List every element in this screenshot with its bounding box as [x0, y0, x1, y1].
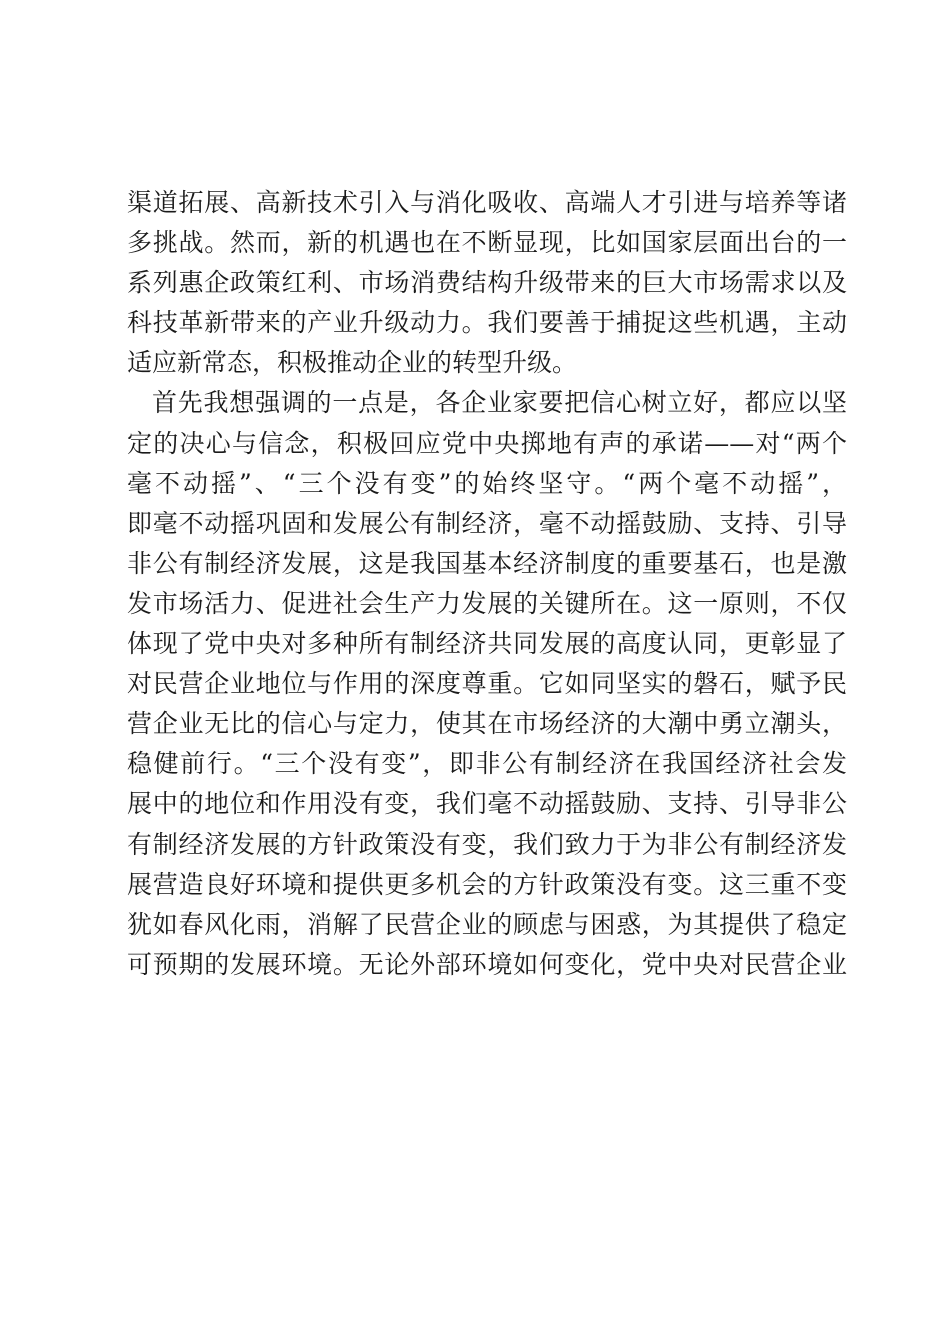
text-line: 展营造良好环境和提供更多机会的方针政策没有变。这三重不变: [127, 869, 847, 899]
text-line: 渠道拓展、高新技术引入与消化吸收、高端人才引进与培养等诸: [127, 188, 847, 217]
text-line: 毫不动摇”、“三个没有变”的始终坚守。“两个毫不动摇”，: [127, 468, 847, 498]
text-line: 稳健前行。“三个没有变”，即非公有制经济在我国经济社会发: [127, 749, 847, 779]
text-line: 对民营企业地位与作用的深度尊重。它如同坚实的磐石，赋予民: [127, 669, 847, 699]
text-line: 体现了党中央对多种所有制经济共同发展的高度认同，更彰显了: [127, 629, 847, 659]
text-line: 非公有制经济发展，这是我国基本经济制度的重要基石，也是激: [127, 548, 847, 578]
text-line: 营企业无比的信心与定力，使其在市场经济的大潮中勇立潮头，: [127, 709, 847, 739]
text-line: 犹如春风化雨，消解了民营企业的顾虑与困惑，为其提供了稳定: [127, 909, 847, 939]
text-line: 展中的地位和作用没有变，我们毫不动摇鼓励、支持、引导非公: [127, 789, 847, 819]
text-line: 多挑战。然而，新的机遇也在不断显现，比如国家层面出台的一: [127, 228, 847, 258]
text-line: 适应新常态，积极推动企业的转型升级。: [127, 348, 578, 378]
text-line: 即毫不动摇巩固和发展公有制经济，毫不动摇鼓励、支持、引导: [127, 508, 847, 538]
text-line: 有制经济发展的方针政策没有变，我们致力于为非公有制经济发: [127, 829, 847, 859]
text-line: 定的决心与信念，积极回应党中央掷地有声的承诺——对“两个: [127, 428, 847, 458]
text-line: 发市场活力、促进社会生产力发展的关键所在。这一原则，不仅: [127, 588, 847, 618]
text-line: 系列惠企政策红利、市场消费结构升级带来的巨大市场需求以及: [127, 268, 847, 298]
text-line: 可预期的发展环境。无论外部环境如何变化，党中央对民营企业: [127, 949, 847, 979]
text-line: 首先我想强调的一点是，各企业家要把信心树立好，都应以坚: [152, 388, 847, 418]
body-text: [127, 183, 847, 985]
text-line: 科技革新带来的产业升级动力。我们要善于捕捉这些机遇，主动: [127, 308, 847, 338]
